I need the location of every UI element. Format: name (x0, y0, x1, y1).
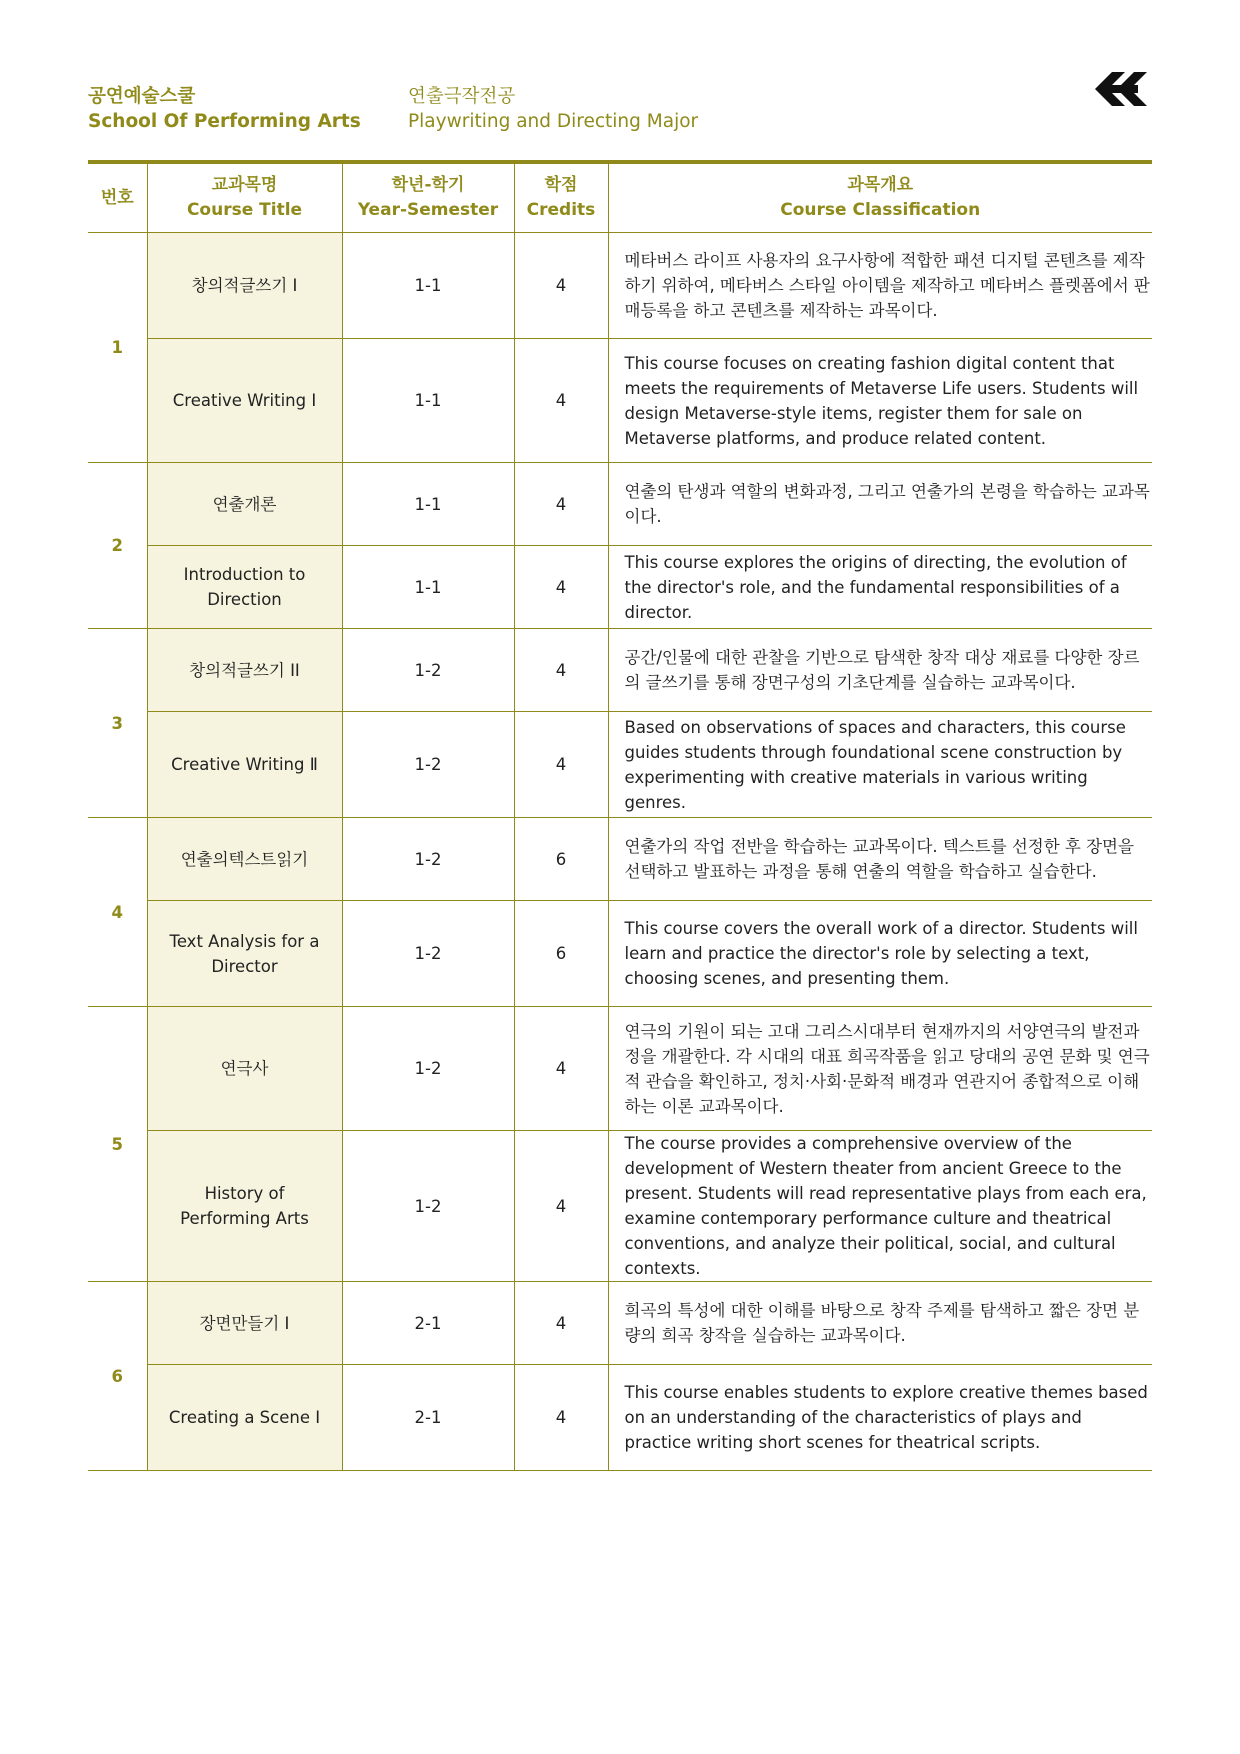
credits: 4 (514, 463, 608, 546)
course-title: 연극사 (147, 1007, 342, 1131)
ck-logo-icon (1092, 70, 1152, 108)
credits: 4 (514, 546, 608, 629)
course-number: 3 (88, 629, 147, 818)
course-description: This course covers the overall work of a director. Students will learn and practice the director's role by selecting a text, choosing scenes, and presenting them. (608, 901, 1152, 1007)
year-semester: 1-1 (342, 463, 514, 546)
credits: 4 (514, 339, 608, 463)
table-header-row (88, 164, 1152, 233)
page-header (88, 84, 1152, 144)
course-title: 연출의텍스트읽기 (147, 818, 342, 901)
course-number: 4 (88, 818, 147, 1007)
table-row (88, 901, 1152, 1007)
course-title: Text Analysis for a Director (147, 901, 342, 1007)
year-semester: 1-1 (342, 339, 514, 463)
header-course-classification: 과목개요 Course Classification (608, 164, 1152, 233)
course-number: 2 (88, 463, 147, 629)
school-name-ko: 공연예술스쿨 (88, 86, 196, 107)
course-description: The course provides a comprehensive overview of the development of Western theater from ancient Greece to the present. Students will read representative plays from each era, examine contemporary performance culture and theatrical conventions, and analyze their political, social, and cultural contexts. (608, 1131, 1152, 1282)
course-number: 6 (88, 1282, 147, 1471)
credits: 4 (514, 1131, 608, 1282)
course-title: Creative Writing Ⅱ (147, 712, 342, 818)
table-row (88, 818, 1152, 901)
table-row (88, 463, 1152, 546)
course-description: 공간/인물에 대한 관찰을 기반으로 탐색한 창작 대상 재료를 다양한 장르의 글쓰기를 통해 장면구성의 기초단계를 실습하는 교과목이다. (608, 629, 1152, 712)
course-description: This course enables students to explore creative themes based on an understanding of the characteristics of plays and practice writing short scenes for theatrical scripts. (608, 1365, 1152, 1471)
year-semester: 2-1 (342, 1282, 514, 1365)
major-name-en: Playwriting and Directing Major (408, 111, 699, 132)
year-semester: 1-2 (342, 818, 514, 901)
credits: 4 (514, 1007, 608, 1131)
credits: 6 (514, 818, 608, 901)
course-description: 메타버스 라이프 사용자의 요구사항에 적합한 패션 디지털 콘텐츠를 제작하기 위하여, 메타버스 스타일 아이템을 제작하고 메타버스 플렛폼에서 판매등록을 하고 콘텐츠를 제작하는 과목이다. (608, 233, 1152, 339)
year-semester: 1-2 (342, 901, 514, 1007)
table-row (88, 339, 1152, 463)
course-description: This course focuses on creating fashion digital content that meets the requirements of Metaverse Life users. Students will design Metaverse-style items, register them for sale on Metaverse platforms, and produce related content. (608, 339, 1152, 463)
year-semester: 1-1 (342, 233, 514, 339)
header-num: 번호 (88, 164, 147, 233)
table-row (88, 1365, 1152, 1471)
year-semester: 1-2 (342, 712, 514, 818)
credits: 4 (514, 233, 608, 339)
course-title: 장면만들기 I (147, 1282, 342, 1365)
course-title: 창의적글쓰기 I (147, 233, 342, 339)
credits: 4 (514, 712, 608, 818)
year-semester: 1-2 (342, 1007, 514, 1131)
credits: 4 (514, 629, 608, 712)
course-title: Creating a Scene Ⅰ (147, 1365, 342, 1471)
year-semester: 2-1 (342, 1365, 514, 1471)
course-title: History of Performing Arts (147, 1131, 342, 1282)
year-semester: 1-1 (342, 546, 514, 629)
course-description: 희곡의 특성에 대한 이해를 바탕으로 창작 주제를 탐색하고 짧은 장면 분량의 희곡 창작을 실습하는 교과목이다. (608, 1282, 1152, 1365)
course-table (88, 164, 1152, 1471)
major-name (408, 84, 698, 134)
course-number: 5 (88, 1007, 147, 1282)
year-semester: 1-2 (342, 1131, 514, 1282)
major-name-ko: 연출극작전공 (408, 86, 516, 107)
table-row (88, 1131, 1152, 1282)
course-title: 창의적글쓰기 II (147, 629, 342, 712)
year-semester: 1-2 (342, 629, 514, 712)
course-description: 연출의 탄생과 역할의 변화과정, 그리고 연출가의 본령을 학습하는 교과목이다. (608, 463, 1152, 546)
credits: 4 (514, 1365, 608, 1471)
table-row (88, 629, 1152, 712)
course-description: 연출가의 작업 전반을 학습하는 교과목이다. 텍스트를 선정한 후 장면을 선택하고 발표하는 과정을 통해 연출의 역할을 학습하고 실습한다. (608, 818, 1152, 901)
course-title: Creative Writing Ⅰ (147, 339, 342, 463)
course-number: 1 (88, 233, 147, 463)
table-row (88, 1007, 1152, 1131)
school-name-en: School Of Performing Arts (88, 111, 361, 132)
header-credits: 학점 Credits (514, 164, 608, 233)
school-name (88, 84, 361, 134)
credits: 6 (514, 901, 608, 1007)
course-description: 연극의 기원이 되는 고대 그리스시대부터 현재까지의 서양연극의 발전과정을 개괄한다. 각 시대의 대표 희곡작품을 읽고 당대의 공연 문화 및 연극적 관습을 확인하고, 정치·사회·문화적 배경과 연관지어 종합적으로 이해하는 이론 교과목이다. (608, 1007, 1152, 1131)
header-course-title: 교과목명 Course Title (147, 164, 342, 233)
header-year-semester: 학년-학기 Year-Semester (342, 164, 514, 233)
course-title: Introduction to Direction (147, 546, 342, 629)
table-row (88, 546, 1152, 629)
credits: 4 (514, 1282, 608, 1365)
table-row (88, 712, 1152, 818)
table-row (88, 233, 1152, 339)
course-title: 연출개론 (147, 463, 342, 546)
course-description: This course explores the origins of directing, the evolution of the director's role, and the fundamental responsibilities of a director. (608, 546, 1152, 629)
course-description: Based on observations of spaces and characters, this course guides students through foundational scene construction by experimenting with creative materials in various writing genres. (608, 712, 1152, 818)
table-row (88, 1282, 1152, 1365)
